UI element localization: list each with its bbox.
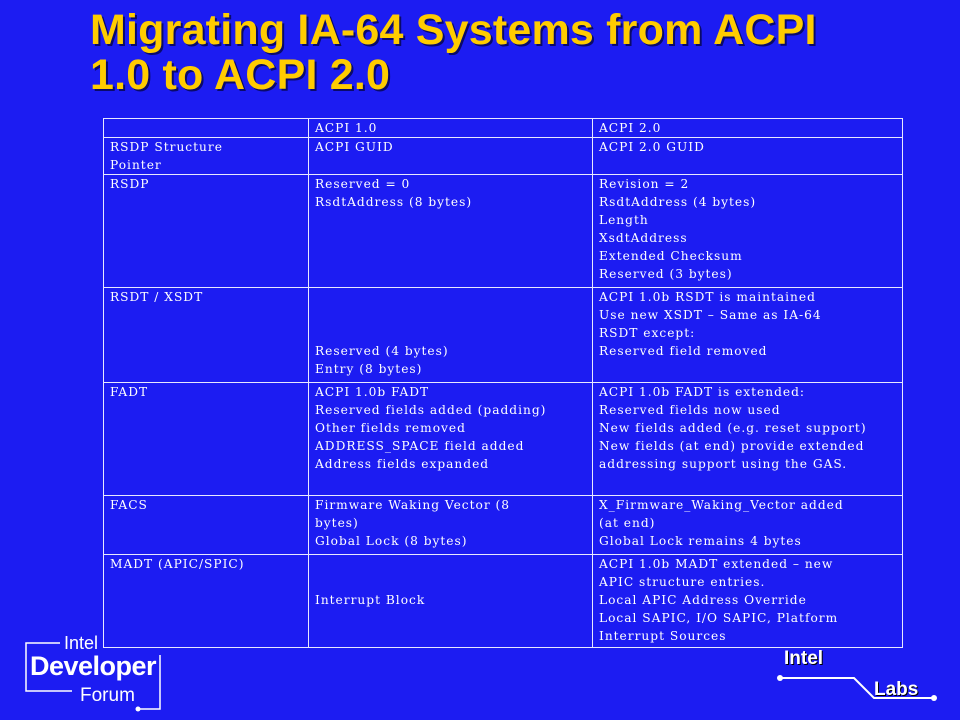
labs-intel-text: Intel	[784, 648, 824, 669]
cell-line: ACPI 1.0b FADT	[315, 385, 430, 399]
cell-line: Address fields expanded	[315, 457, 490, 471]
cell-line: Interrupt Sources	[599, 629, 727, 643]
cell-line	[315, 288, 586, 306]
cell-facs-c0	[104, 496, 309, 555]
header-cell-acpi2	[593, 119, 903, 138]
cell-rsdp-structure-pointer-c1	[309, 138, 593, 175]
cell-rsdt-xsdt-c1	[309, 288, 593, 383]
cell-line: Local APIC Address Override	[599, 593, 807, 607]
cell-line: FADT	[110, 385, 149, 399]
cell-line: ACPI 1.0b FADT is extended:	[599, 385, 806, 399]
header-acpi2-label: ACPI 2.0	[599, 121, 662, 135]
cell-line: Local SAPIC, I/O SAPIC, Platform	[599, 611, 839, 625]
cell-madt-c2	[593, 555, 903, 648]
cell-line: RSDT except:	[599, 326, 696, 340]
cell-line: Use new XSDT – Same as IA-64	[599, 308, 822, 322]
cell-line	[315, 306, 586, 324]
cell-line: Pointer	[110, 158, 162, 172]
comparison-table	[103, 118, 903, 648]
labs-labs-text: Labs	[874, 679, 919, 700]
cell-line: Revision = 2	[599, 177, 690, 191]
cell-line: RSDP	[110, 177, 150, 191]
table-row-rsdp	[104, 175, 903, 288]
cell-line: FACS	[110, 498, 148, 512]
cell-line: RsdtAddress (8 bytes)	[315, 195, 473, 209]
header-acpi1-label: ACPI 1.0	[315, 121, 378, 135]
intel-developer-forum-logo	[20, 633, 170, 715]
cell-line: RSDT / XSDT	[110, 290, 204, 304]
cell-madt-c1	[309, 555, 593, 648]
cell-rsdp-c0	[104, 175, 309, 288]
slide-title-line-1: Migrating IA-64 Systems from ACPI	[90, 6, 817, 54]
cell-line: Interrupt Block	[315, 593, 426, 607]
cell-line: RsdtAddress (4 bytes)	[599, 195, 757, 209]
cell-rsdp-c2	[593, 175, 903, 288]
cell-fadt-c2	[593, 383, 903, 496]
cell-line: (at end)	[599, 516, 656, 530]
cell-rsdp-structure-pointer-c2	[593, 138, 903, 175]
cell-line: MADT (APIC/SPIC)	[110, 557, 245, 571]
cell-line: Global Lock (8 bytes)	[315, 534, 468, 548]
cell-line: APIC structure entries.	[599, 575, 766, 589]
table-row-fadt	[104, 383, 903, 496]
cell-line: bytes)	[315, 516, 359, 530]
cell-line: Reserved (3 bytes)	[599, 267, 733, 281]
table-row-rsdp-structure-pointer	[104, 138, 903, 175]
cell-line: Other fields removed	[315, 421, 466, 435]
idf-developer-text: Developer	[30, 651, 157, 681]
cell-facs-c1	[309, 496, 593, 555]
cell-line: ADDRESS_SPACE field added	[315, 439, 525, 453]
cell-fadt-c1	[309, 383, 593, 496]
slide-title-line-2: 1.0 to ACPI 2.0	[90, 51, 391, 99]
cell-line: New fields added (e.g. reset support)	[599, 421, 867, 435]
table-row-facs	[104, 496, 903, 555]
cell-rsdp-structure-pointer-c0	[104, 138, 309, 175]
cell-line: ACPI GUID	[315, 140, 394, 154]
cell-line: addressing support using the GAS.	[599, 457, 848, 471]
cell-line: Reserved = 0	[315, 177, 411, 191]
cell-rsdt-xsdt-c2	[593, 288, 903, 383]
cell-facs-c2	[593, 496, 903, 555]
header-cell-empty	[104, 119, 309, 138]
cell-line	[315, 324, 586, 342]
cell-line: Firmware Waking Vector (8	[315, 498, 511, 512]
cell-line: Entry (8 bytes)	[315, 362, 423, 376]
cell-line: ACPI 1.0b MADT extended – new	[599, 557, 834, 571]
cell-line: Global Lock remains 4 bytes	[599, 534, 802, 548]
cell-line	[315, 573, 586, 591]
cell-line: Reserved field removed	[599, 344, 768, 358]
cell-line: RSDP Structure	[110, 140, 223, 154]
table-row-madt	[104, 555, 903, 648]
slide-title	[90, 8, 940, 98]
intel-labs-logo	[770, 648, 950, 712]
cell-line: ACPI 1.0b RSDT is maintained	[599, 290, 816, 304]
table-header-row	[104, 119, 903, 138]
cell-rsdp-c1	[309, 175, 593, 288]
header-cell-acpi1	[309, 119, 593, 138]
cell-line: Reserved fields added (padding)	[315, 403, 547, 417]
cell-line: Extended Checksum	[599, 249, 743, 263]
cell-line: X_Firmware_Waking_Vector added	[599, 498, 844, 512]
cell-fadt-c0	[104, 383, 309, 496]
cell-line	[315, 555, 586, 573]
cell-line: XsdtAddress	[599, 231, 688, 245]
idf-intel-text: Intel	[64, 633, 99, 653]
cell-line: Length	[599, 213, 649, 227]
cell-line: Reserved fields now used	[599, 403, 781, 417]
cell-line: New fields (at end) provide extended	[599, 439, 865, 453]
idf-forum-text: Forum	[80, 685, 135, 706]
cell-line: ACPI 2.0 GUID	[599, 140, 705, 154]
table-row-rsdt-xsdt	[104, 288, 903, 383]
cell-rsdt-xsdt-c0	[104, 288, 309, 383]
cell-line: Reserved (4 bytes)	[315, 344, 449, 358]
